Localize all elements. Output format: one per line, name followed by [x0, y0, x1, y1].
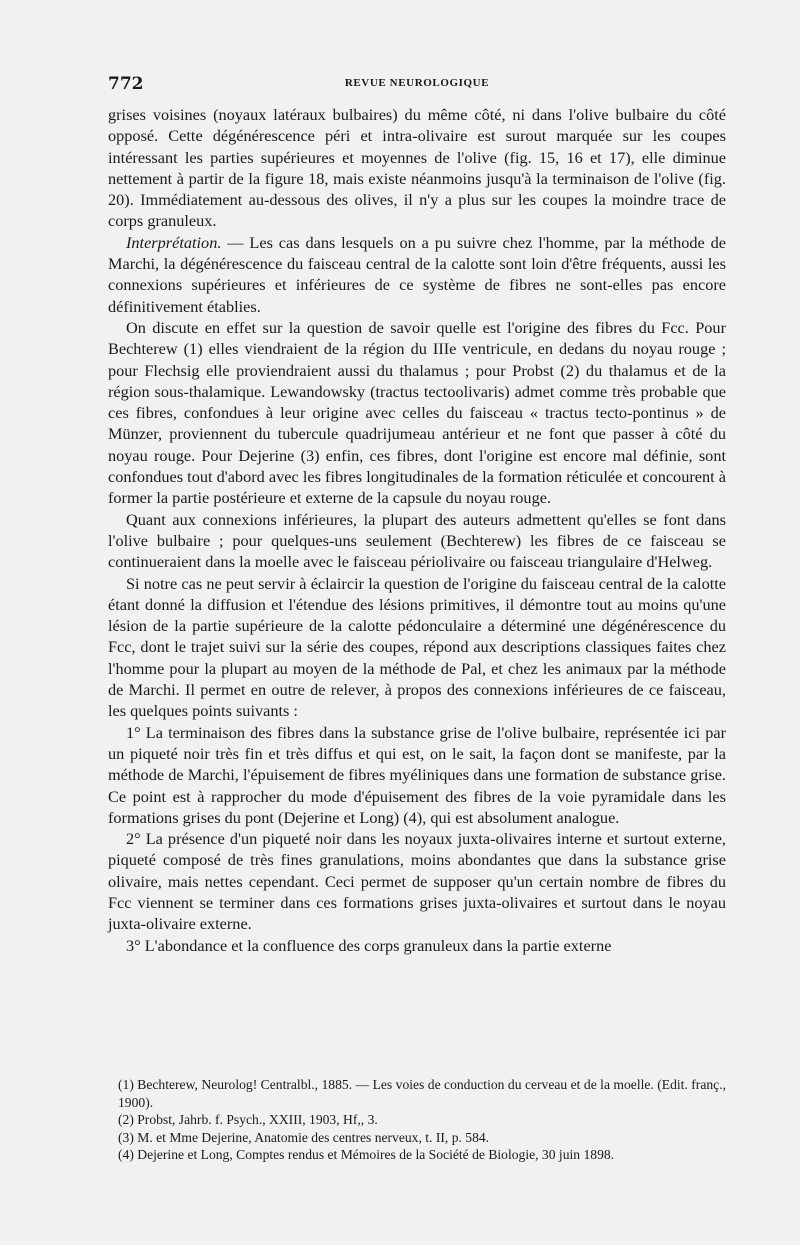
page-number: 772 — [108, 74, 144, 94]
footnotes — [118, 1076, 726, 1164]
footnote: (3) M. et Mme Dejerine, Anatomie des centres nerveux, t. II, p. 584. — [118, 1129, 490, 1145]
footnote: (2) Probst, Jahrb. f. Psych., XXIII, 1903, Hf,, 3. — [118, 1112, 378, 1128]
paragraph: On discute en effet sur la question de savoir quelle est l'origine des fibres du Fcc. Pour Bechterew (1) elles viendraient de la région du IIIe ventricule, en dedans du noyau rouge ; pour Flechsig elle proviendraient aussi du thalamus ; pour Probst (2) du thalamus et de la région sous-thalamique. Lewandowsky (tractus tectoolivaris) admet comme très probable que ces fibres, confondues à leur origine avec celles du faisceau « tractus tecto-pontinus » de Münzer, proviennent du tubercule quadrijumeau antérieur et ne font que passer à côté du noyau rouge. Pour Dejerine (3) enfin, ces fibres, dont l'origine est encore mal définie, sont confondues tout d'abord avec les fibres longitudinales de la formation réticulée et concourent à former la partie postérieure et externe de la capsule du noyau rouge. — [108, 317, 726, 508]
paragraph-lead: Interprétation. — [126, 232, 222, 252]
paragraph: 3° L'abondance et la confluence des corps granuleux dans la partie externe — [126, 935, 612, 955]
body-text — [108, 104, 726, 956]
paragraph: 2° La présence d'un piqueté noir dans les noyaux juxta-olivaires interne et surtout externe, piqueté composé de très fines granulations, moins abondantes que dans la substance grise olivaire, mais nettes cependant. Ceci permet de supposer qu'un certain nombre de fibres du Fcc viennent se terminer dans ces formations grises juxta-olivaires et surtout dans le noyau juxta-olivaire externe. — [108, 829, 726, 934]
page-header — [108, 74, 726, 94]
footnote: (1) Bechterew, Neurolog! Centralbl., 1885. — Les voies de conduction du cerveau et de la moelle. (Edit. franç., 1900). — [118, 1077, 726, 1110]
paragraph: Quant aux connexions inférieures, la plupart des auteurs admettent qu'elles se font dans l'olive bulbaire ; pour quelques-uns seulement (Bechterew) les fibres de ce faisceau se continueraient dans la moelle avec le faisceau périolivaire ou faisceau triangulaire d'Helweg. — [108, 509, 726, 572]
paragraph: Si notre cas ne peut servir à éclaircir la question de l'origine du faisceau central de la calotte étant donné la diffusion et l'étendue des lésions primitives, il démontre tout au moins qu'une lésion de la partie supérieure de la calotte pédonculaire a déterminé une dégénérescence du Fcc, dont le trajet suivi sur la série des coupes, répond aux descriptions classiques faites chez l'homme pour la plupart au moyen de la méthode de Pal, et chez les animaux par la méthode de Marchi. Il permet en outre de relever, à propos des connexions inférieures de ce faisceau, les quelques points suivants : — [108, 573, 726, 721]
footnote: (4) Dejerine et Long, Comptes rendus et Mémoires de la Société de Biologie, 30 juin 1898. — [118, 1147, 615, 1163]
paragraph: grises voisines (noyaux latéraux bulbaires) du même côté, ni dans l'olive bulbaire du côté opposé. Cette dégénérescence péri et intra-olivaire est surout marquée sur les coupes intéressant les parties supérieures et moyennes de l'olive (fig. 15, 16 et 17), elle diminue nettement à partir de la figure 18, mais existe néanmoins jusqu'à la terminaison de l'olive (fig. 20). Immédiatement au-dessous des olives, il n'y a plus sur les coupes la moindre trace de corps granuleux. — [108, 105, 726, 231]
paragraph-interpretation: Interprétation. — Les cas dans lesquels on a pu suivre chez l'homme, par la méthode de Marchi, la dégénérescence du faisceau central de la calotte sont loin d'être fréquents, aussi les connexions supérieures et inférieures de ce système de fibres ne sont-elles pas encore définitivement établies. — [108, 232, 726, 316]
running-head: REVUE NEUROLOGIQUE — [344, 77, 490, 89]
paragraph: 1° La terminaison des fibres dans la substance grise de l'olive bulbaire, représentée ici par un piqueté noir très fin et très diffus et qui est, on le sait, la façon dont se manifeste, par la méthode de Marchi, l'épuisement de fibres myéliniques dans une formation de substance grise. Ce point est à rapprocher du mode d'épuisement des fibres de la voie pyramidale dans les formations grises du pont (Dejerine et Long) (4), qui est absolument analogue. — [108, 722, 726, 827]
